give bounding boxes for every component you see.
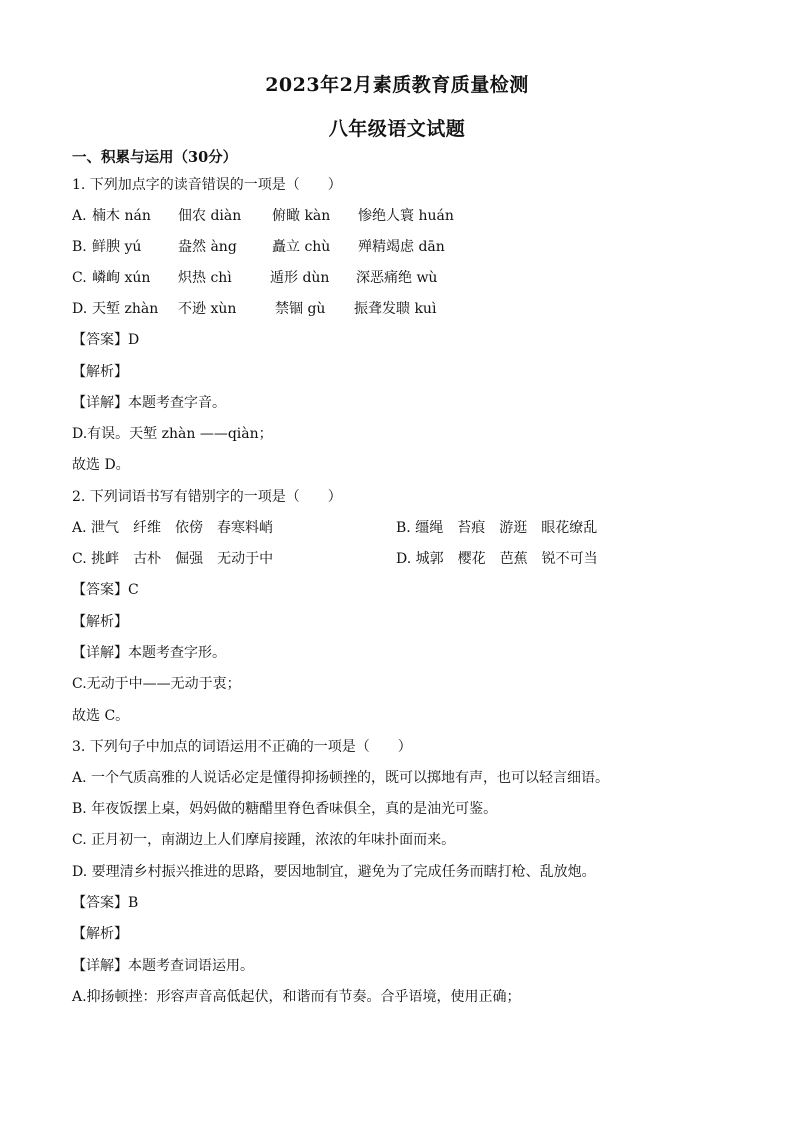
question-2-detail: 【详解】本题考查字形。 [72, 645, 226, 661]
question-3-option-c: C. 正月初一，南湖边上人们摩肩接踵，浓浓的年味扑面而来。 [72, 832, 456, 848]
question-2-explain: C.无动于中——无动于衷； [72, 676, 241, 692]
option-word: 矗立 chù [272, 239, 331, 255]
question-2-option-a: A. 泄气 纤维 依傍 春寒料峭 [72, 520, 274, 536]
question-1-detail: 【详解】本题考查字音。 [72, 395, 226, 411]
question-3-option-a: A. 一个气质高雅的人说话必定是懂得抑扬顿挫的，既可以掷地有声，也可以轻言细语。 [72, 770, 610, 786]
option-word: 楠木 nán [92, 208, 151, 224]
option-word: 鲜腴 yú [92, 239, 142, 255]
option-letter: B. [72, 239, 87, 255]
option-word: 殚精竭虑 dān [358, 239, 445, 255]
option-word: 天堑 zhàn [92, 301, 159, 317]
question-2-stem: 2. 下列词语书写有错别字的一项是（ ） [72, 489, 342, 505]
option-letter: A. [72, 208, 87, 224]
option-word: 俯瞰 kàn [272, 208, 331, 224]
question-1-analysis: 【解析】 [72, 364, 128, 380]
question-2-conclusion: 故选 C。 [72, 708, 130, 724]
option-word: 嶙峋 xún [92, 270, 151, 286]
option-word: 佃农 diàn [178, 208, 242, 224]
question-3-explain: A.抑扬顿挫：形容声音高低起伏，和谐而有节奏。合乎语境，使用正确； [72, 989, 521, 1005]
question-3-option-d: D. 要理清乡村振兴推进的思路，要因地制宜，避免为了完成任务而瞎打枪、乱放炮。 [72, 864, 596, 880]
section-heading: 一、积累与运用（30分） [72, 149, 238, 166]
question-2-analysis: 【解析】 [72, 614, 128, 630]
question-2-option-c: C. 挑衅 古朴 倔强 无动于中 [72, 551, 274, 567]
question-3-detail: 【详解】本题考查词语运用。 [72, 958, 254, 974]
option-letter: C. [72, 270, 87, 286]
question-2-option-b: B. 缰绳 苔痕 游逛 眼花缭乱 [396, 520, 598, 536]
option-letter: D. [72, 301, 88, 317]
option-word: 盎然 àng [178, 239, 237, 255]
question-1-explain: D.有误。天堑 zhàn ——qiàn； [72, 426, 273, 442]
question-3-stem: 3. 下列句子中加点的词语运用不正确的一项是（ ） [72, 739, 412, 755]
option-word: 振聋发聩 kuì [354, 301, 437, 317]
option-word: 遁形 dùn [270, 270, 330, 286]
question-3-analysis: 【解析】 [72, 926, 128, 942]
question-2-option-d: D. 城郭 樱花 芭蕉 锐不可当 [396, 551, 598, 567]
question-3-option-b: B. 年夜饭摆上桌，妈妈做的糖醋里脊色香味俱全，真的是油光可鉴。 [72, 801, 498, 817]
option-word: 禁锢 gù [275, 301, 326, 317]
page-subtitle: 八年级语文试题 [328, 118, 466, 140]
page-title: 2023年2月素质教育质量检测 [265, 74, 529, 96]
question-3-answer: 【答案】B [72, 895, 139, 911]
option-word: 不逊 xùn [178, 301, 237, 317]
option-word: 炽热 chì [178, 270, 232, 286]
question-1-answer: 【答案】D [72, 332, 140, 348]
option-word: 惨绝人寰 huán [358, 208, 454, 224]
question-2-answer: 【答案】C [72, 582, 139, 598]
question-1-conclusion: 故选 D。 [72, 457, 130, 473]
question-1-stem: 1. 下列加点字的读音错误的一项是（ ） [72, 177, 342, 193]
option-word: 深恶痛绝 wù [356, 270, 438, 286]
